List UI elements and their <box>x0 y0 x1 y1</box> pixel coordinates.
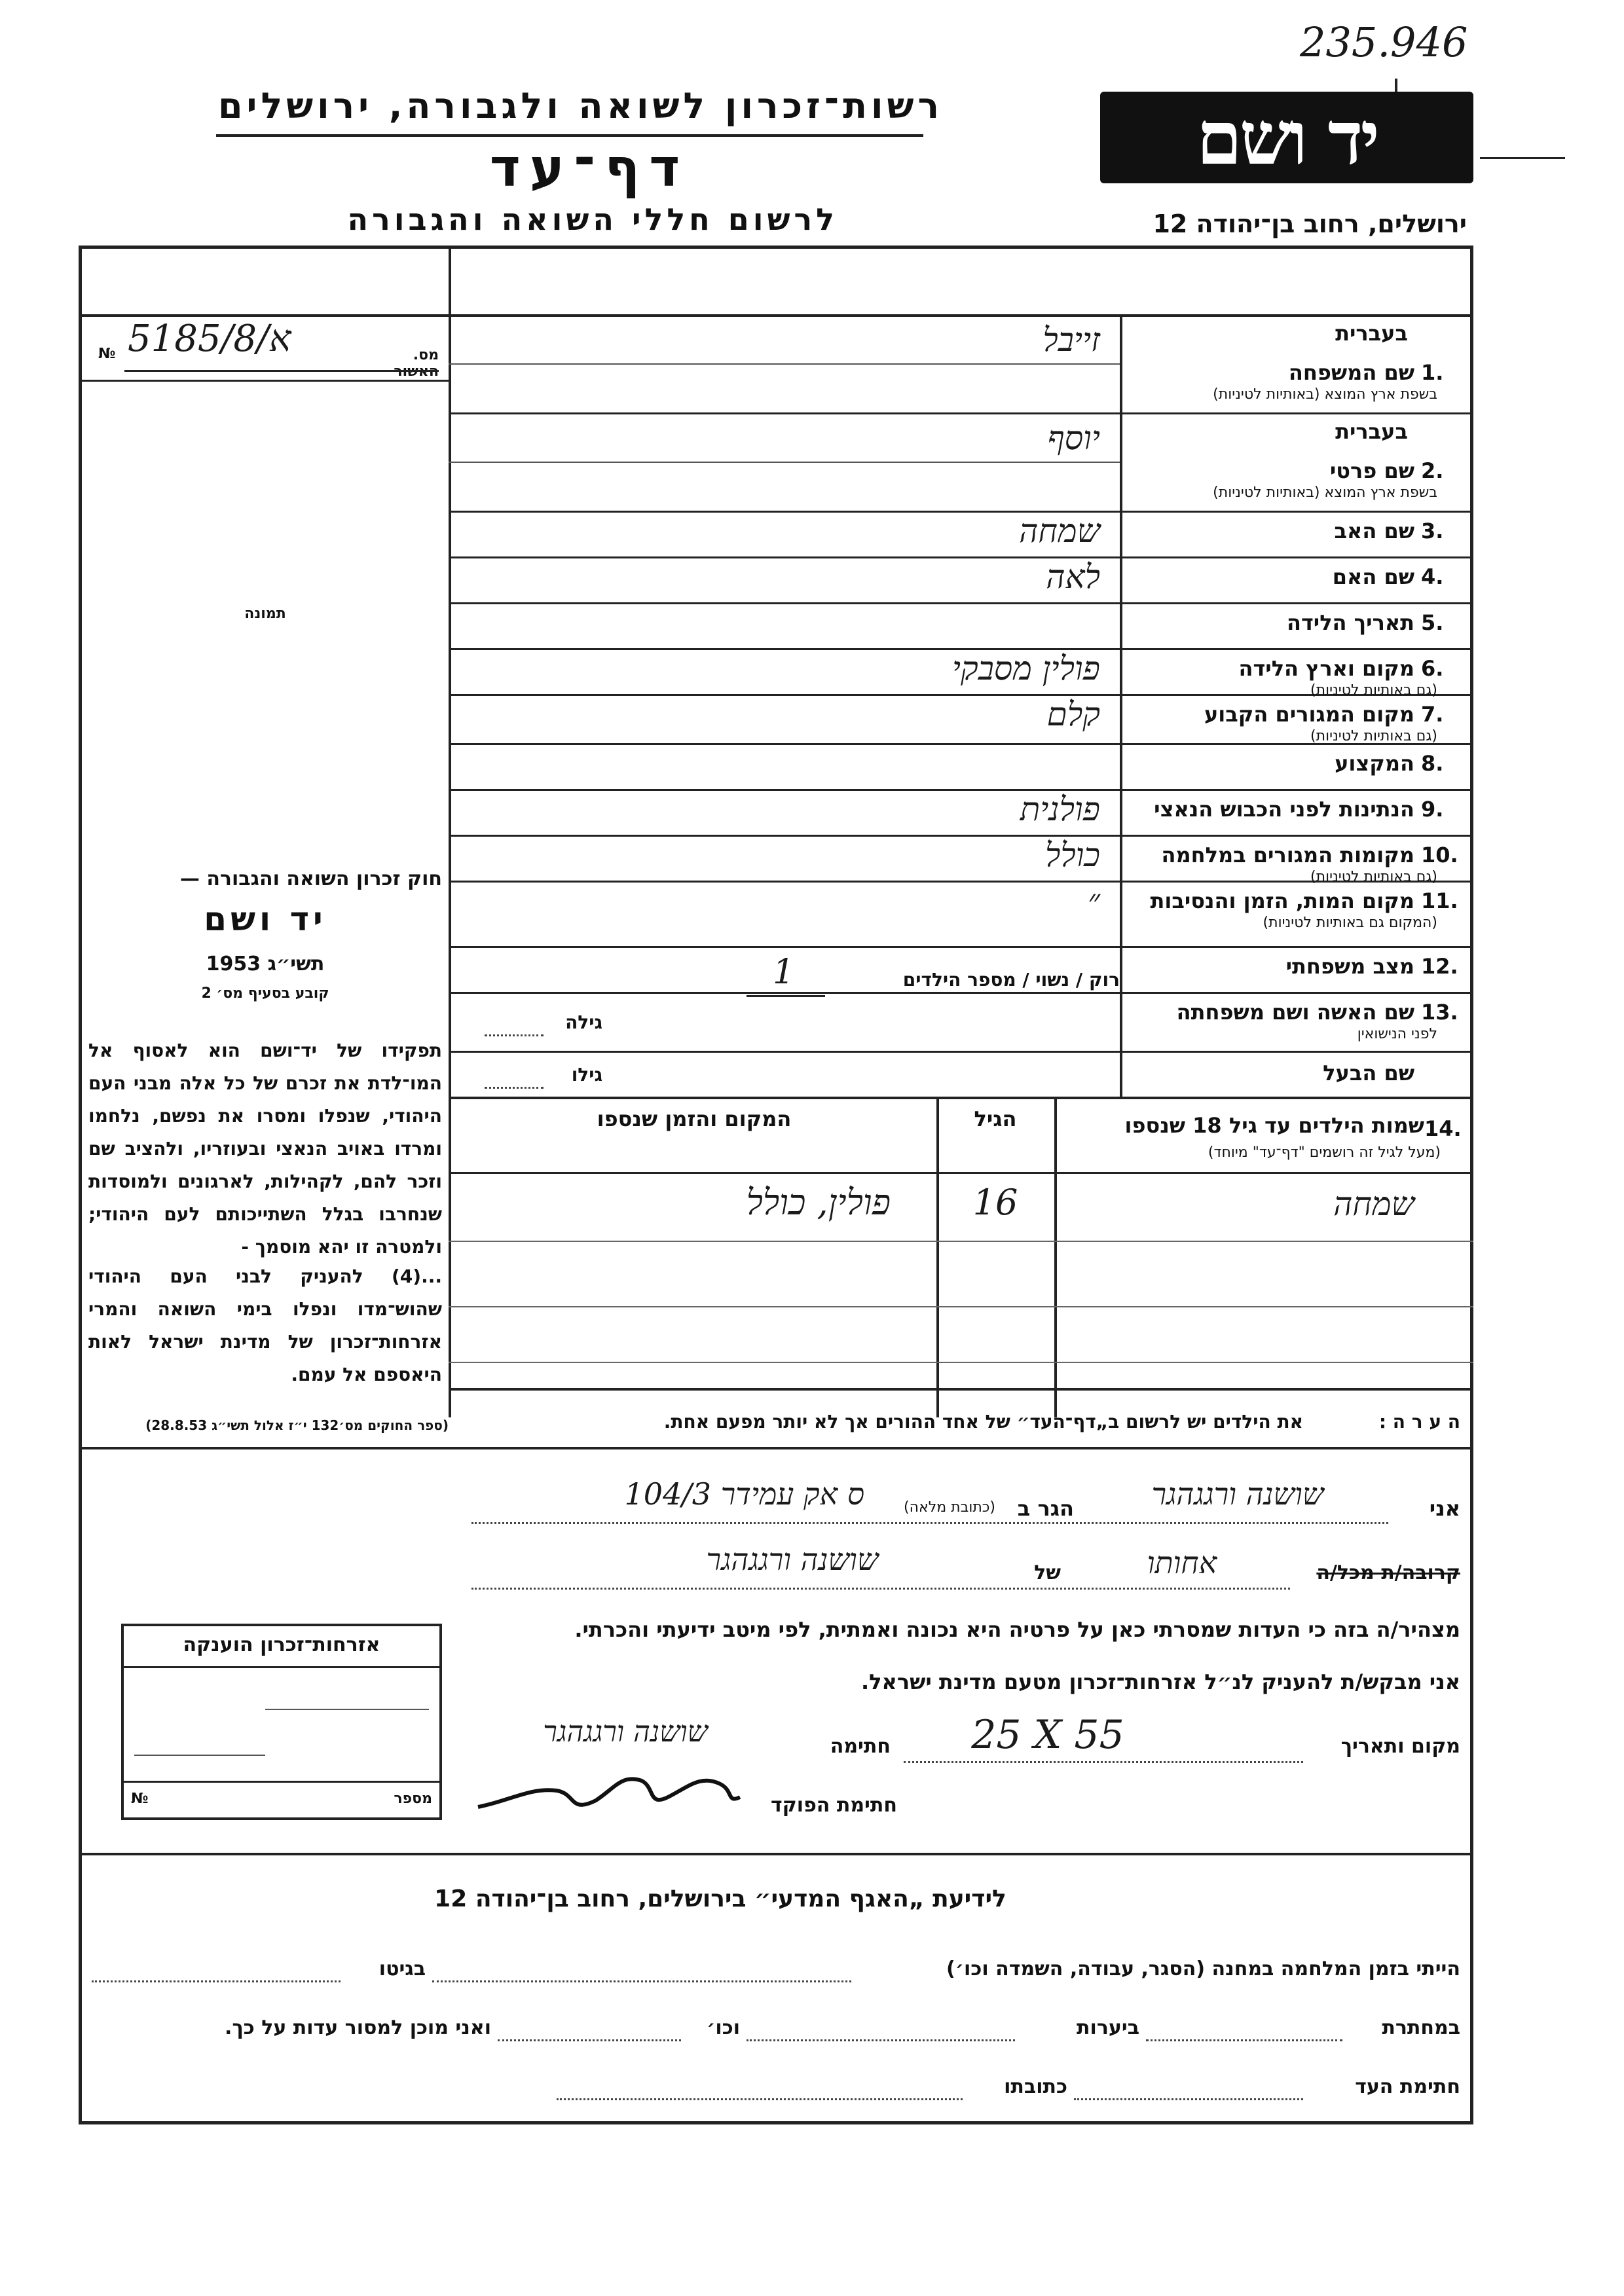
request: אני מבקש/ת להעניק לנ״ל אזרחות־זכרון מטעם מדינת ישראל. <box>861 1669 1460 1694</box>
i-label: אני <box>1429 1496 1460 1521</box>
declarant-name[interactable]: שושנה ורגגהגר <box>1151 1476 1324 1512</box>
field-number: 11. <box>1421 888 1458 913</box>
bottom-forests: ביערות <box>1077 2016 1139 2039</box>
field-inner-divider <box>449 462 1120 463</box>
field-row-divider <box>449 1051 1473 1053</box>
field-title: תאריך הלידה <box>1286 610 1414 635</box>
field-note: (גם באותיות לטיניות) <box>1310 728 1437 744</box>
field-hebrew-heading: בעברית <box>1335 321 1408 346</box>
bottom-ghetto: בגיטו <box>378 1958 426 1980</box>
law-paragraph-1: תפקידו של יד־ושם הוא לאסוף אל המו־לדת את זכרם של כל אלה מבני העם היהודי, שנפלו ומסרו את נפשם, נלחמו ומרדו באויב הנאצי ובעוזריו, ולהציב שם וזכר להם, לקהילות, לארגונים ולמוסדות שנחרבו בגלל השתייכותם לעם היהודי; ולמטרה זו יהא מוסמך - <box>88 1040 442 1258</box>
citizenship-no-label: № <box>131 1791 149 1807</box>
law-year: תשי״ג 1953 <box>206 953 325 975</box>
field-number: 7. <box>1421 702 1444 727</box>
of-label: של <box>1034 1561 1061 1584</box>
citizenship-number-label: מספר <box>394 1791 432 1807</box>
declarant-address[interactable]: ס אק עמידר 104/3 <box>624 1476 864 1512</box>
law-clause: קובע בסעיף מס׳ 2 <box>201 985 329 1002</box>
field-number: 13. <box>1421 1000 1458 1025</box>
field-value[interactable]: שמחה <box>1019 512 1100 550</box>
field-number: 8. <box>1421 751 1444 776</box>
address-label: (כתובת מלאה) <box>904 1499 995 1516</box>
field-row-divider <box>449 602 1473 604</box>
field-value[interactable]: פולנית <box>1020 790 1100 828</box>
field-value[interactable]: זייבל <box>1043 321 1100 359</box>
photo-label: תמונה <box>244 606 286 622</box>
child-place[interactable]: פולין, כולל <box>746 1182 891 1223</box>
law-name: יד ושם <box>204 900 327 938</box>
field-number: 6. <box>1421 656 1444 681</box>
children-note: (מעל לגיל זה רושמים "דף־עד" מיוחד) <box>1208 1144 1441 1161</box>
field-value[interactable]: יוסף <box>1047 419 1100 457</box>
field-title: שם פרטי <box>1329 458 1414 483</box>
marital-options: רוק / נשוי / מספר הילדים <box>902 969 1120 991</box>
field-title: המקצוע <box>1335 751 1414 776</box>
place-date-value[interactable]: 25 X 55 <box>971 1712 1124 1758</box>
field-number: 2. <box>1421 458 1444 483</box>
field-row-divider <box>449 946 1473 948</box>
approval-no-label: № <box>98 346 116 362</box>
field-row-divider <box>449 412 1473 414</box>
age-label-f: גילה <box>565 1011 602 1033</box>
field-row-divider <box>449 992 1473 994</box>
bottom-underground: במחתרת <box>1382 2016 1460 2039</box>
field-value[interactable]: כולל <box>1044 836 1100 874</box>
child-name[interactable]: שמחה <box>1333 1185 1414 1223</box>
signature-label: חתימה <box>830 1735 891 1758</box>
bottom-etc: וכו׳ <box>707 2016 740 2039</box>
statement: מצהיר/ה בזה כי העדות שמסרתי כאן על פרטיה היא נכונה ואמתית, לפי מיטב ידיעתי והכרתי. <box>574 1617 1460 1642</box>
field-title: שם האב <box>1334 519 1414 543</box>
yad-vashem-logo: יד ושם <box>1100 92 1473 183</box>
children-count[interactable]: 1 <box>773 953 795 992</box>
citizenship-title: אזרחות־זכרון הוענקה <box>183 1633 380 1656</box>
field-value[interactable]: לאה <box>1046 558 1100 596</box>
field-title: מקום המגורים הקבוע <box>1204 702 1414 727</box>
field-number: 5. <box>1421 610 1444 635</box>
field-title: מקום המות, הזמן והנסיבות <box>1150 888 1414 913</box>
field-note: בשפת ארץ המוצא (באותיות לטיניות) <box>1213 386 1437 403</box>
resident-label: הגר ב <box>1017 1496 1074 1521</box>
field-title: שם האשה ושם משפחתה <box>1176 1000 1414 1025</box>
law-source: (ספר החוקים מס׳132 י״ז אלול תשי״ג 28.8.53) <box>145 1417 449 1433</box>
col-place: המקום והזמן שנספו <box>597 1106 792 1131</box>
place-date-label: מקום ותאריך <box>1340 1735 1460 1758</box>
field-number: 3. <box>1421 519 1444 543</box>
law-paragraph-2: ...(4) להעניק לבני העם היהודי שהוש־מדו ונפלו בימי השואה והמרי אזרחות־זכרון של מדינת ישראל לאות היאספם אל עמם. <box>88 1266 442 1385</box>
field-value[interactable]: קלם <box>1046 695 1100 733</box>
bottom-line1-label: הייתי בזמן המלחמה במחנה (הסגר, עבודה, השמדה וכו׳) <box>946 1958 1460 1980</box>
relation-value[interactable]: אחותו <box>1147 1545 1217 1580</box>
field-title: הנתינות לפני הכבוש הנאצי <box>1154 797 1414 822</box>
children-title: שמות הילדים עד גיל 18 שנספו <box>1124 1113 1424 1138</box>
of-value[interactable]: שושנה ורגגהגר <box>706 1542 879 1577</box>
bottom-witness-signature: חתימת העד <box>1355 2075 1460 2098</box>
field-inner-divider <box>449 363 1120 365</box>
field-note: (גם באותיות לטיניות) <box>1310 869 1437 885</box>
approval-label: מס. <box>413 347 439 363</box>
remark-text: את הילדים יש לרשום ב„דף־העד״ של אחד ההורים אך לא יותר מפעם אחת. <box>663 1411 1303 1432</box>
field-number: 12. <box>1421 954 1458 979</box>
field-value[interactable]: ״ <box>1088 882 1100 920</box>
remark-label: ה ע ר ה : <box>1378 1411 1460 1432</box>
field-number: 1. <box>1421 360 1444 385</box>
field-note: (גם באותיות לטיניות) <box>1310 682 1437 699</box>
child-age[interactable]: 16 <box>972 1182 1018 1223</box>
age-label-m: גילו <box>571 1064 602 1085</box>
field-hebrew-heading: בעברית <box>1335 419 1408 444</box>
law-title: חוק זכרון השואה והגבורה — <box>179 867 442 890</box>
bottom-ready: ואני מוכן למסור עדות על כך. <box>225 2016 491 2039</box>
address: ירושלים, רחוב בן־יהודה 12 <box>1153 210 1467 238</box>
col-age: הגיל <box>974 1106 1017 1131</box>
officer-signature-scribble <box>471 1761 747 1820</box>
husband-label: שם הבעל <box>1323 1061 1414 1085</box>
form-title: דף־עד <box>489 137 690 198</box>
field-note: לפני הנישואין <box>1357 1026 1437 1042</box>
field-number: 9. <box>1421 797 1444 822</box>
field-title: מקומות המגורים במלחמה <box>1161 843 1414 867</box>
signature-value[interactable]: שושנה ורגגהגר <box>543 1715 708 1749</box>
field-title: שם האם <box>1332 564 1414 589</box>
field-note: בשפת ארץ המוצא (באותיות לטיניות) <box>1213 484 1437 501</box>
approval-number[interactable]: א/5185/8 <box>128 318 291 360</box>
handwritten-reference: 235.946 <box>1300 18 1468 66</box>
field-title: מצב משפחתי <box>1285 954 1414 979</box>
field-title: מקום וארץ הלידה <box>1238 656 1414 681</box>
authority-title: רשות־זכרון לשואה ולגבורה, ירושלים <box>217 85 943 126</box>
field-number: 4. <box>1421 564 1444 589</box>
relation-label: קרובה/ת מכל/ה <box>1316 1561 1460 1584</box>
bottom-title: לידיעת „האגף המדעי״ בירושלים, רחוב בן־יהודה 12 <box>434 1886 1006 1912</box>
field-note: (המקום גם באותיות לטיניות) <box>1263 915 1437 931</box>
children-num: 14. <box>1424 1116 1462 1141</box>
form-subtitle: לרשום חללי השואה והגבורה <box>347 202 838 237</box>
field-number: 10. <box>1421 843 1458 867</box>
field-title: שם המשפחה <box>1288 360 1414 385</box>
officer-label: חתימת הפוקד <box>771 1794 897 1817</box>
bottom-address: כתובתו <box>1004 2075 1067 2098</box>
field-value[interactable]: פולין מסבקי <box>951 649 1100 687</box>
